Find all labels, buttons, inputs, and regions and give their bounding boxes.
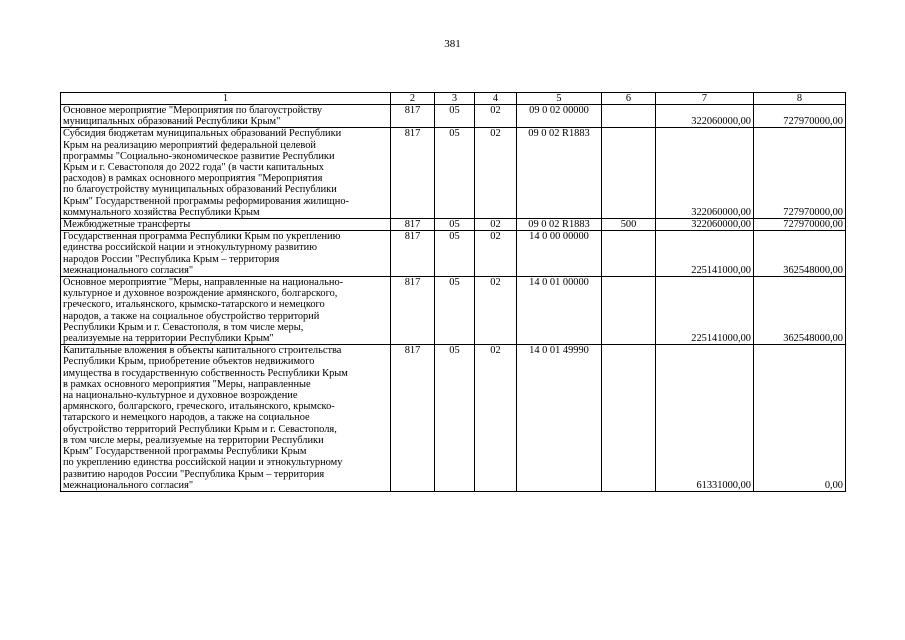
subsection-code: 02: [475, 231, 517, 277]
expense-type-code: [602, 345, 656, 492]
section-code: 05: [435, 277, 475, 345]
section-code: 05: [435, 128, 475, 219]
table-row: [61, 105, 846, 128]
amount-year-2: 362548000,00: [754, 277, 846, 345]
table-row: [61, 128, 846, 219]
section-code: 05: [435, 105, 475, 128]
amount-year-1: 322060000,00: [656, 219, 754, 231]
ministry-code: 817: [391, 219, 435, 231]
column-header: 6: [602, 93, 656, 105]
table-row: [61, 277, 846, 345]
ministry-code: 817: [391, 277, 435, 345]
amount-year-2: 727970000,00: [754, 219, 846, 231]
subsection-code: 02: [475, 277, 517, 345]
ministry-code: 817: [391, 128, 435, 219]
expense-type-code: [602, 128, 656, 219]
section-code: 05: [435, 219, 475, 231]
column-header: 2: [391, 93, 435, 105]
expense-type-code: [602, 277, 656, 345]
expense-type-code: [602, 231, 656, 277]
row-name: Капитальные вложения в объекты капитального строительства Республики Крым, приобретение объектов недвижимого имущества в государственную собственность Республики Крым в рамках основного мероприятия "Меры, направленные на национально-культурное и духовное возрождение армянского, болгарского, греческого, итальянского, крымско- татарского и немецкого народов, а также на социальное обустройство территорий Республики Крым и г. Севастополя, в том числе меры, реализуемые на территории Республики Крым" Государственной программы Республики Крым по укреплению единства российской нации и этнокультурному развитию народов России "Республика Крым – территория межнационального согласия": [61, 345, 391, 492]
row-name: Государственная программа Республики Крым по укреплению единства российской нации и этнокультурному развитию народов России "Республика Крым – территория межнационального согласия": [61, 231, 391, 277]
amount-year-1: 322060000,00: [656, 128, 754, 219]
table-row: [61, 231, 846, 277]
column-header: 1: [61, 93, 391, 105]
row-name: Основное мероприятие "Меры, направленные на национально- культурное и духовное возрождение армянского, болгарского, греческого, итальянского, крымско-татарского и немецкого народов, а также на социальное обустройство территорий Республики Крым и г. Севастополя, в том числе меры, реализуемые на территории Республики Крым": [61, 277, 391, 345]
column-header: 4: [475, 93, 517, 105]
column-header: 5: [517, 93, 602, 105]
column-header: 3: [435, 93, 475, 105]
target-article-code: 14 0 01 00000: [517, 277, 602, 345]
expense-type-code: 500: [602, 219, 656, 231]
section-code: 05: [435, 345, 475, 492]
amount-year-1: 225141000,00: [656, 231, 754, 277]
row-name: Субсидия бюджетам муниципальных образований Республики Крым на реализацию мероприятий федеральной целевой программы "Социально-экономическое развитие Республики Крым и г. Севастополя до 2022 года" (в части капитальных расходов) в рамках основного мероприятия "Мероприятия по благоустройству муниципальных образований Республики Крым" Государственной программы реформирования жилищно- коммунального хозяйства Республики Крым: [61, 128, 391, 219]
table-row: [61, 219, 846, 231]
column-header: 8: [754, 93, 846, 105]
subsection-code: 02: [475, 219, 517, 231]
amount-year-2: 727970000,00: [754, 128, 846, 219]
page-number: 381: [444, 38, 461, 50]
subsection-code: 02: [475, 105, 517, 128]
column-header: 7: [656, 93, 754, 105]
target-article-code: 09 0 02 R1883: [517, 219, 602, 231]
ministry-code: 817: [391, 105, 435, 128]
target-article-code: 09 0 02 R1883: [517, 128, 602, 219]
subsection-code: 02: [475, 128, 517, 219]
amount-year-1: 61331000,00: [656, 345, 754, 492]
section-code: 05: [435, 231, 475, 277]
amount-year-2: 362548000,00: [754, 231, 846, 277]
table-row: [61, 345, 846, 492]
table-header-row: [61, 93, 846, 105]
amount-year-2: 727970000,00: [754, 105, 846, 128]
amount-year-1: 225141000,00: [656, 277, 754, 345]
ministry-code: 817: [391, 345, 435, 492]
row-name: Основное мероприятие "Мероприятия по благоустройству муниципальных образований Республики Крым": [61, 105, 391, 128]
target-article-code: 14 0 00 00000: [517, 231, 602, 277]
expense-type-code: [602, 105, 656, 128]
amount-year-2: 0,00: [754, 345, 846, 492]
ministry-code: 817: [391, 231, 435, 277]
amount-year-1: 322060000,00: [656, 105, 754, 128]
target-article-code: 14 0 01 49990: [517, 345, 602, 492]
target-article-code: 09 0 02 00000: [517, 105, 602, 128]
row-name: Межбюджетные трансферты: [61, 219, 391, 231]
budget-table: [60, 92, 846, 492]
subsection-code: 02: [475, 345, 517, 492]
